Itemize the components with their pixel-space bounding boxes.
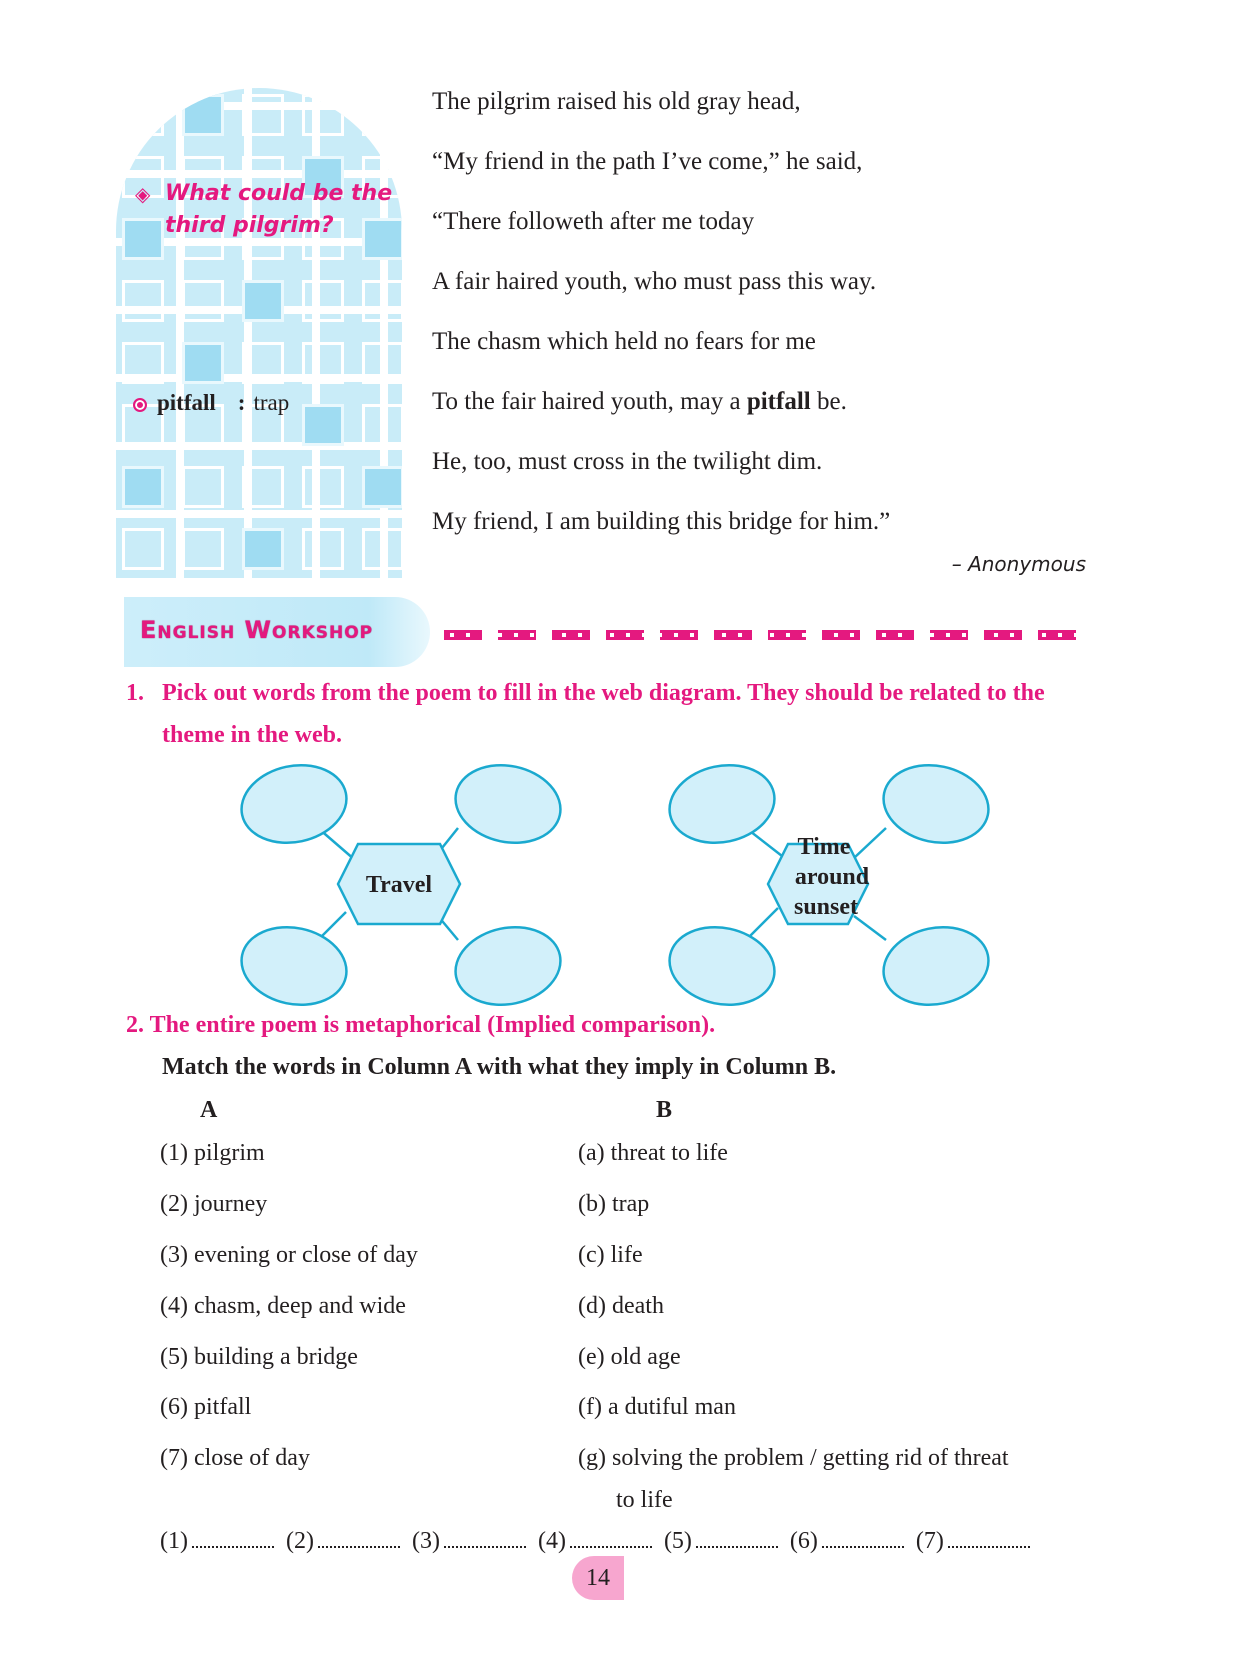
panel-tile xyxy=(122,94,164,136)
poem-bold-word: pitfall xyxy=(746,388,811,415)
panel-tile xyxy=(242,342,284,384)
panel-tile xyxy=(182,280,224,322)
column-b-item: (b) trap xyxy=(578,1191,650,1217)
side-panel xyxy=(116,88,402,578)
column-b-item: (c) life xyxy=(578,1242,643,1268)
column-b-item: (e) old age xyxy=(578,1344,681,1370)
column-a-item: (1) pilgrim xyxy=(160,1140,265,1166)
workshop-title: English Workshop xyxy=(140,616,374,644)
diamond-bullet-icon: ◈ xyxy=(135,182,151,206)
glossary-meaning: trap xyxy=(253,390,290,415)
poem-line: A fair haired youth, who must pass this way. xyxy=(432,268,877,295)
glossary-entry xyxy=(133,390,289,416)
answer-blank[interactable] xyxy=(948,1532,1030,1548)
answer-label: (2) xyxy=(285,1528,314,1554)
answer-row xyxy=(160,1528,1036,1555)
question-1 xyxy=(126,672,1086,756)
answer-label: (6) xyxy=(789,1528,818,1554)
poem-line: He, too, must cross in the twilight dim. xyxy=(432,448,823,475)
column-a-header: A xyxy=(200,1097,218,1123)
poem-line: My friend, I am building this bridge for him.” xyxy=(432,508,891,535)
panel-tile xyxy=(242,94,284,136)
panel-tile xyxy=(122,342,164,384)
web-bubble[interactable] xyxy=(876,758,995,852)
web-bubble[interactable] xyxy=(666,918,782,1010)
panel-tile xyxy=(182,94,224,136)
answer-blank[interactable] xyxy=(444,1532,526,1548)
side-question-text: What could be the third pilgrim? xyxy=(165,181,393,238)
panel-tile xyxy=(122,280,164,322)
column-b-item: (a) threat to life xyxy=(578,1140,728,1166)
panel-tile xyxy=(362,466,402,508)
column-b-header: B xyxy=(656,1097,673,1123)
web-bubble[interactable] xyxy=(238,918,354,1010)
panel-tile xyxy=(122,466,164,508)
answer-blank[interactable] xyxy=(192,1532,274,1548)
column-b-item-continuation: to life xyxy=(616,1487,673,1513)
web-connector xyxy=(746,908,778,940)
column-a-item: (5) building a bridge xyxy=(160,1344,358,1370)
panel-tile xyxy=(242,280,284,322)
panel-tile xyxy=(362,404,402,446)
glossary-term: pitfall xyxy=(157,390,216,415)
panel-tile xyxy=(242,528,284,570)
answer-label: (1) xyxy=(160,1528,188,1554)
panel-tile xyxy=(182,342,224,384)
web-diagram-time-around-sunset xyxy=(666,758,996,1010)
panel-tile xyxy=(302,280,344,322)
bullet-icon xyxy=(133,398,147,412)
poem xyxy=(432,84,890,564)
web-bubble[interactable] xyxy=(876,918,995,1010)
answer-label: (7) xyxy=(915,1528,944,1554)
web-center-label: sunset xyxy=(793,894,859,920)
web-connector xyxy=(854,828,886,858)
poem-line xyxy=(432,384,890,444)
poem-line: The chasm which held no fears for me xyxy=(432,328,816,355)
column-a-item: (2) journey xyxy=(160,1191,268,1217)
web-connector xyxy=(854,916,886,940)
panel-tile xyxy=(362,342,402,384)
column-b-item: (d) death xyxy=(578,1293,664,1319)
panel-tile xyxy=(302,466,344,508)
web-diagram-travel xyxy=(238,758,568,1010)
answer-label: (3) xyxy=(411,1528,440,1554)
panel-tile xyxy=(122,528,164,570)
side-question xyxy=(135,178,395,242)
glossary-colon: : xyxy=(237,390,246,415)
answer-label: (5) xyxy=(663,1528,692,1554)
panel-tile xyxy=(242,466,284,508)
panel-tile xyxy=(302,94,344,136)
poem-author: – Anonymous xyxy=(951,552,1086,576)
question-1-text: Pick out words from the poem to fill in the web diagram. They should be related to the theme in the web. xyxy=(162,680,1045,748)
panel-tile xyxy=(182,528,224,570)
panel-tile xyxy=(362,528,402,570)
web-bubble[interactable] xyxy=(448,758,567,852)
column-a-item: (6) pitfall xyxy=(160,1394,252,1420)
poem-line: “My friend in the path I’ve come,” he said, xyxy=(432,148,863,175)
column-b-item: (g) solving the problem / getting rid of threat xyxy=(578,1445,1009,1471)
poem-line: The pilgrim raised his old gray head, xyxy=(432,88,801,115)
web-center-label: Time xyxy=(797,834,851,860)
poem-line-end: be. xyxy=(810,388,847,415)
web-center-label: Travel xyxy=(365,872,433,898)
column-b-item: (f) a dutiful man xyxy=(578,1394,736,1420)
answer-blank[interactable] xyxy=(318,1532,400,1548)
panel-tile xyxy=(362,94,402,136)
web-bubble[interactable] xyxy=(448,918,567,1010)
web-bubble[interactable] xyxy=(666,758,782,852)
poem-line: “There followeth after me today xyxy=(432,208,755,235)
question-2-instruction: Match the words in Column A with what they imply in Column B. xyxy=(162,1054,837,1080)
question-1-number: 1. xyxy=(126,680,144,706)
panel-tile xyxy=(302,342,344,384)
answer-blank[interactable] xyxy=(570,1532,652,1548)
panel-tile xyxy=(182,466,224,508)
answer-blank[interactable] xyxy=(696,1532,778,1548)
page-number: 14 xyxy=(572,1556,624,1600)
column-a-item: (7) close of day xyxy=(160,1445,310,1471)
panel-tile xyxy=(362,280,402,322)
question-2-title: 2. The entire poem is metaphorical (Implied comparison). xyxy=(126,1012,716,1038)
column-a-item: (4) chasm, deep and wide xyxy=(160,1293,406,1319)
panel-tile xyxy=(302,528,344,570)
column-a-item: (3) evening or close of day xyxy=(160,1242,418,1268)
banner-divider xyxy=(444,630,1084,640)
answer-label: (4) xyxy=(537,1528,566,1554)
panel-tile xyxy=(302,404,344,446)
web-bubble[interactable] xyxy=(238,758,354,852)
poem-line-start: To the fair haired youth, may a xyxy=(432,388,747,415)
web-center-label: around xyxy=(794,864,870,890)
answer-blank[interactable] xyxy=(822,1532,904,1548)
